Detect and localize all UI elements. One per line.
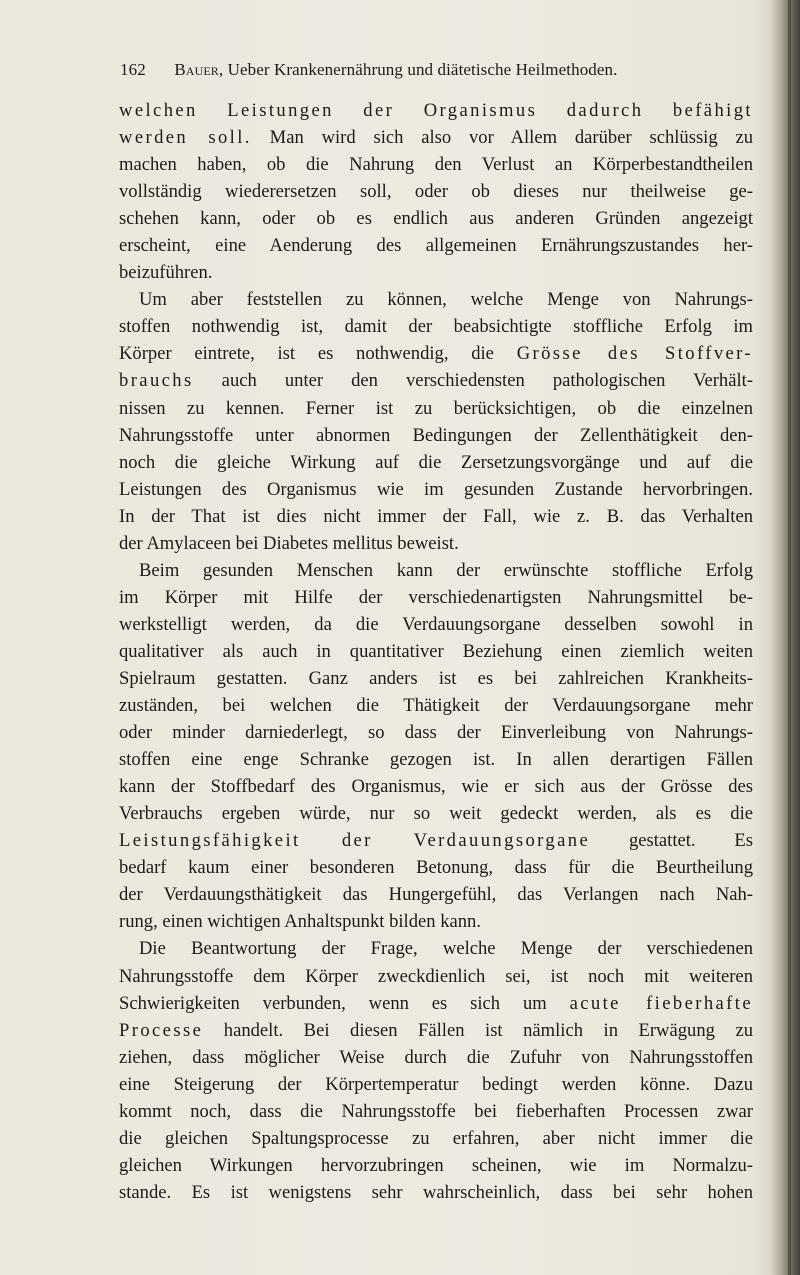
- text-line: [119, 476, 753, 503]
- binding-line: [788, 0, 791, 1275]
- text-segment: rung, einen wichtigen Anhaltspunkt bilden kann.: [119, 911, 481, 933]
- text-segment: qualitativer als auch in quantitativer Beziehung einen ziemlich weiten: [119, 640, 753, 662]
- text-segment: auch unter den verschiedensten pathologischen Verhält-: [193, 370, 753, 392]
- text-line: [119, 908, 753, 935]
- text-line: [119, 232, 753, 259]
- text-line: [119, 584, 753, 611]
- text-line: [119, 259, 753, 286]
- spaced-emphasis-text: Grösse des Stoffver-: [516, 343, 753, 365]
- text-line: [119, 395, 753, 422]
- header-author: Bauer,: [174, 60, 224, 79]
- text-segment: im Körper mit Hilfe der verschiedenartigsten Nahrungsmittel be-: [119, 586, 753, 608]
- text-line: [119, 1071, 753, 1098]
- spaced-emphasis-text: Processe: [119, 1019, 204, 1041]
- text-segment: stoffen nothwendig ist, damit der beabsichtigte stoffliche Erfolg im: [119, 316, 753, 338]
- text-line: [119, 665, 753, 692]
- text-segment: Nahrungsstoffe dem Körper zweckdienlich sei, ist noch mit weiteren: [119, 965, 753, 987]
- text-segment: stande. Es ist wenigstens sehr wahrscheinlich, dass bei sehr hohen: [119, 1181, 753, 1203]
- text-line: [119, 449, 753, 476]
- spaced-emphasis-text: acute fieberhafte: [569, 992, 753, 1014]
- text-segment: erscheint, eine Aenderung des allgemeinen Ernährungszustandes her-: [119, 235, 753, 257]
- text-line: [119, 935, 753, 962]
- text-segment: zuständen, bei welchen die Thätigkeit der Verdauungsorgane mehr: [119, 695, 753, 717]
- text-segment: schehen kann, oder ob es endlich aus anderen Gründen angezeigt: [119, 208, 753, 230]
- text-segment: der Verdauungsthätigkeit das Hungergefühl, das Verlangen nach Nah-: [119, 884, 753, 906]
- spaced-emphasis-text: brauchs: [119, 370, 194, 392]
- text-segment: Man wird sich also vor Allem darüber schlüssig zu: [251, 127, 754, 149]
- text-segment: gestattet. Es: [590, 830, 754, 852]
- text-line: [119, 746, 753, 773]
- text-line: [119, 1152, 753, 1179]
- text-segment: noch die gleiche Wirkung auf die Zersetzungsvorgänge und auf die: [119, 451, 753, 473]
- text-line: [119, 422, 753, 449]
- text-segment: machen haben, ob die Nahrung den Verlust an Körperbestandtheilen: [119, 154, 753, 176]
- spaced-emphasis-text: welchen Leistungen der Organismus dadurch befähigt: [119, 100, 753, 121]
- text-segment: Um aber feststellen zu können, welche Menge von Nahrungs-: [139, 289, 753, 311]
- text-line: [119, 719, 753, 746]
- text-segment: stoffen eine enge Schranke gezogen ist. In allen derartigen Fällen: [119, 749, 753, 771]
- text-line: [119, 367, 753, 394]
- text-line: [119, 638, 753, 665]
- text-segment: gleichen Wirkungen hervorzubringen scheinen, wie im Normalzu-: [119, 1154, 753, 1176]
- text-segment: ziehen, dass möglicher Weise durch die Zufuhr von Nahrungsstoffen: [119, 1046, 753, 1068]
- text-segment: bedarf kaum einer besonderen Betonung, dass für die Beurtheilung: [119, 857, 753, 879]
- text-line: [119, 1044, 753, 1071]
- text-line: [119, 692, 753, 719]
- text-line: [119, 340, 753, 367]
- text-line: [119, 1017, 753, 1044]
- body-text: [119, 97, 753, 1206]
- text-line: [119, 1098, 753, 1125]
- text-line: [119, 124, 753, 151]
- text-segment: Die Beantwortung der Frage, welche Menge der verschiedenen: [139, 938, 753, 960]
- text-segment: kommt noch, dass die Nahrungsstoffe bei fieberhaften Processen zwar: [119, 1100, 753, 1122]
- spaced-emphasis-text: Leistungsfähigkeit der Verdauungsorgane: [119, 830, 591, 852]
- text-line: [119, 557, 753, 584]
- text-line: [119, 205, 753, 232]
- text-segment: Schwierigkeiten verbunden, wenn es sich um: [119, 992, 570, 1014]
- text-line: [119, 800, 753, 827]
- text-segment: vollständig wiederersetzen soll, oder ob dieses nur theilweise ge-: [119, 181, 753, 203]
- text-segment: Körper eintrete, ist es nothwendig, die: [119, 343, 517, 365]
- page-edge-shadow: [770, 0, 800, 1275]
- text-line: [119, 963, 753, 990]
- text-segment: die gleichen Spaltungsprocesse zu erfahren, aber nicht immer die: [119, 1127, 753, 1149]
- text-segment: Spielraum gestatten. Ganz anders ist es bei zahlreichen Krankheits-: [119, 667, 753, 689]
- text-line: [119, 854, 753, 881]
- text-segment: Beim gesunden Menschen kann der erwünschte stoffliche Erfolg: [139, 559, 753, 581]
- text-segment: eine Steigerung der Körpertemperatur bedingt werden könne. Dazu: [119, 1073, 753, 1095]
- text-line: [119, 530, 753, 557]
- header-title: Ueber Krankenernährung und diätetische Heilmethoden.: [227, 60, 618, 79]
- text-segment: Verbrauchs ergeben würde, nur so weit gedeckt werden, als es die: [119, 803, 753, 825]
- text-segment: kann der Stoffbedarf des Organismus, wie er sich aus der Grösse des: [119, 776, 753, 798]
- text-line: [119, 881, 753, 908]
- text-segment: der Amylaceen bei Diabetes mellitus beweist.: [119, 532, 459, 554]
- text-segment: beizuführen.: [119, 262, 213, 284]
- text-line: [119, 313, 753, 340]
- text-line: [119, 503, 753, 530]
- text-line: [119, 990, 753, 1017]
- text-segment: handelt. Bei diesen Fällen ist nämlich in Erwägung zu: [203, 1019, 753, 1041]
- text-line: [119, 97, 753, 124]
- text-line: [119, 151, 753, 178]
- text-segment: werkstelligt werden, da die Verdauungsorgane desselben sowohl in: [119, 613, 753, 635]
- text-segment: Leistungen des Organismus wie im gesunden Zustande hervorbringen.: [119, 478, 753, 500]
- text-line: [119, 286, 753, 313]
- text-line: [119, 611, 753, 638]
- page-number: 162: [120, 60, 146, 79]
- text-line: [119, 827, 753, 854]
- text-line: [119, 1179, 753, 1206]
- text-segment: In der That ist dies nicht immer der Fall, wie z. B. das Verhalten: [119, 505, 753, 527]
- spaced-emphasis-text: werden soll.: [119, 127, 252, 149]
- text-line: [119, 1125, 753, 1152]
- text-line: [119, 773, 753, 800]
- text-segment: nissen zu kennen. Ferner ist zu berücksichtigen, ob die einzelnen: [119, 397, 753, 419]
- running-header: [120, 60, 720, 80]
- text-line: [119, 178, 753, 205]
- text-segment: Nahrungsstoffe unter abnormen Bedingungen der Zellenthätigkeit den-: [119, 424, 753, 446]
- text-segment: oder minder darniederlegt, so dass der Einverleibung von Nahrungs-: [119, 722, 753, 744]
